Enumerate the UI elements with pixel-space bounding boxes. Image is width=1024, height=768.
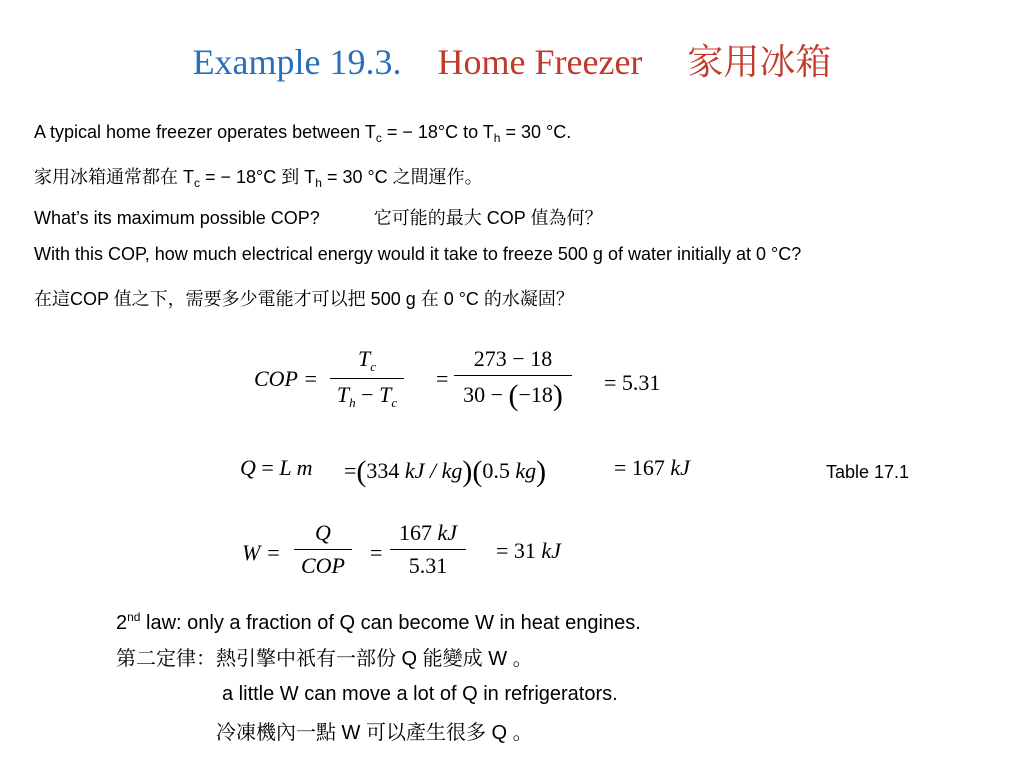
refrigerator-note-chinese: 冷凍機內一點 W 可以產生很多 Q 。	[216, 722, 533, 744]
problem-line-2: 家用冰箱通常都在 $T_c$ = − 18°C 到 $T_h = 30$ °C 之間運作。	[34, 167, 483, 190]
second-law-note: 2nd law: only a fraction of Q can become W in heat engines.	[116, 610, 641, 634]
cop-fraction-2: 273 − 18 30 − (−18)	[454, 346, 572, 413]
w-result: = 31 kJ	[496, 538, 561, 563]
second-law-note-chinese: 第二定律：熱引擎中祇有一部份 Q 能變成 W 。	[116, 648, 533, 670]
q-lhs: Q = L m	[240, 455, 313, 480]
slide-title	[0, 34, 1024, 85]
w-lhs: W =	[242, 540, 281, 565]
refrigerator-note: a little W can move a lot of Q in refrigerators.	[222, 683, 618, 705]
problem-line-5: 在這COP 值之下，需要多少電能才可以把 500 g 在 0 °C 的水凝固？	[34, 289, 574, 309]
cop-lhs: COP =	[254, 366, 318, 391]
w-equals: =	[370, 540, 383, 565]
w-fraction-1: Q COP	[294, 520, 352, 579]
problem-line-4: With this COP, how much electrical energy would it take to freeze 500 g of water initially at 0 °C?	[34, 244, 802, 264]
cop-equals: =	[436, 366, 449, 391]
cop-fraction-1: $T_c$ $T_h - T_c$	[330, 346, 404, 411]
q-result: = 167 kJ	[614, 455, 690, 480]
problem-line-3	[34, 204, 602, 230]
q-substitution: =(334 kJ / kg)(0.5 kg)	[344, 455, 547, 488]
title-topic-chinese: 家用冰箱	[687, 42, 832, 82]
title-topic: Home Freezer	[437, 42, 643, 82]
w-fraction-2: 167 kJ 5.31	[390, 520, 466, 579]
question-cop-en: What’s its maximum possible COP?	[34, 208, 320, 228]
cop-result: = 5.31	[604, 370, 661, 395]
title-example-number: Example 19.3.	[192, 42, 402, 82]
question-cop-zh: 它可能的最大 COP 值為何？	[373, 208, 603, 228]
problem-line-1: A typical home freezer operates between $T_c$ = − 18°C to $T_h = 30$ °C.	[34, 122, 572, 145]
table-reference: Table 17.1	[826, 462, 910, 482]
